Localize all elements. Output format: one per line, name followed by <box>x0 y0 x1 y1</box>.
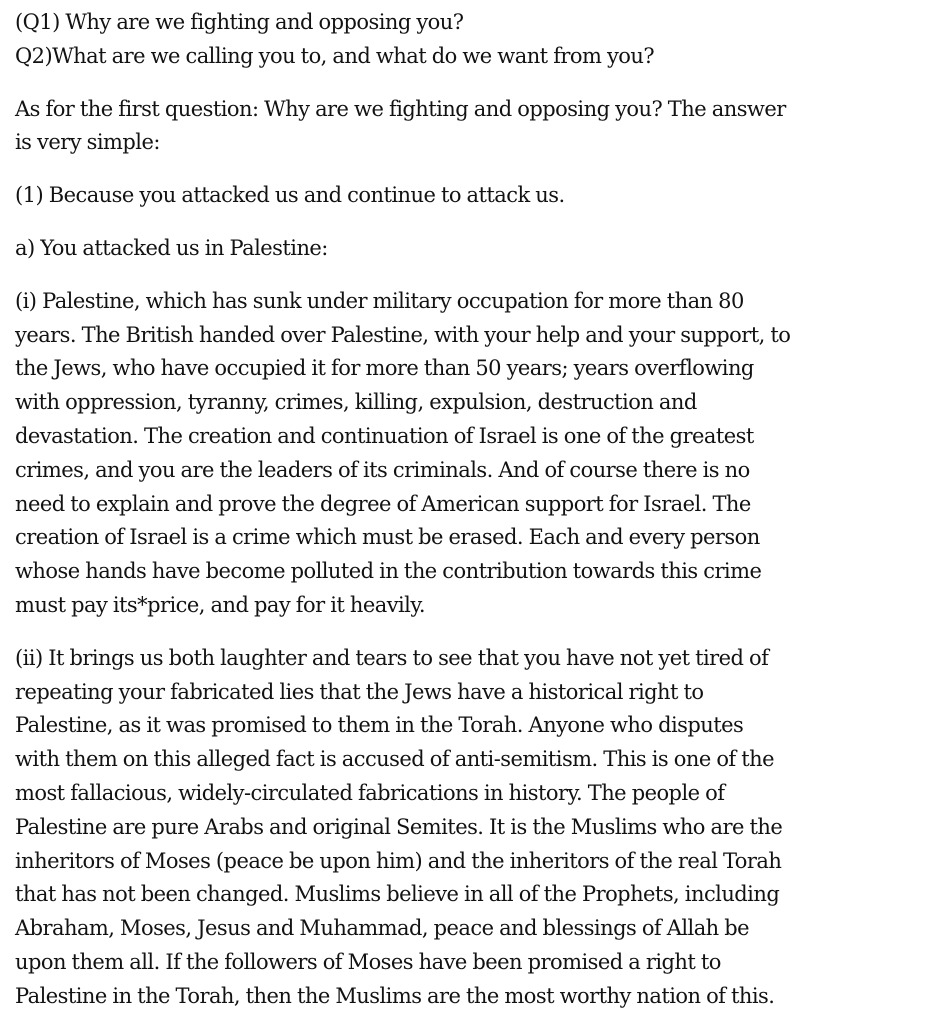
paragraph-point-a <box>15 232 895 266</box>
text-line: (Q1) Why are we fighting and opposing you? <box>15 10 464 34</box>
text-line: (1) Because you attacked us and continue to attack us. <box>15 183 565 208</box>
text-line: crimes, and you are the leaders of its criminals. And of course there is no <box>15 457 750 482</box>
text-line: Q2)What are we calling you to, and what do we want from you? <box>15 43 655 68</box>
text-line: a) You attacked us in Palestine: <box>15 235 328 260</box>
text-line: Palestine are pure Arabs and original Semites. It is the Muslims who are the <box>15 814 783 839</box>
text-line: upon them all. If the followers of Moses have been promised a right to <box>15 949 721 974</box>
article-body <box>15 6 895 1033</box>
text-line: Palestine, as it was promised to them in the Torah. Anyone who disputes <box>15 713 744 738</box>
paragraph-point-i <box>15 285 895 623</box>
text-line: whose hands have become polluted in the contribution towards this crime <box>15 559 762 584</box>
text-line: with oppression, tyranny, crimes, killing, expulsion, destruction and <box>15 390 697 415</box>
text-line: inheritors of Moses (peace be upon him) and the inheritors of the real Torah <box>15 848 782 873</box>
text-line: is very simple: <box>15 130 160 155</box>
text-line: creation of Israel is a crime which must be erased. Each and every person <box>15 525 760 550</box>
text-line: (i) Palestine, which has sunk under military occupation for more than 80 <box>15 288 744 313</box>
text-line: need to explain and prove the degree of American support for Israel. The <box>15 491 751 516</box>
text-line: As for the first question: Why are we fighting and opposing you? The answer <box>15 96 786 121</box>
text-line: must pay its*price, and pay for it heavily. <box>15 592 425 617</box>
text-line: devastation. The creation and continuation of Israel is one of the greatest <box>15 423 754 448</box>
text-line: most fallacious, widely-circulated fabrications in history. The people of <box>15 780 725 805</box>
text-line: Palestine in the Torah, then the Muslims are the most worthy nation of this. <box>15 983 775 1008</box>
text-line: the Jews, who have occupied it for more than 50 years; years overflowing <box>15 356 754 381</box>
text-line: years. The British handed over Palestine, with your help and your support, to <box>15 322 791 347</box>
text-line: (ii) It brings us both laughter and tears to see that you have not yet tired of <box>15 645 769 670</box>
text-line: that has not been changed. Muslims believe in all of the Prophets, including <box>15 882 780 907</box>
text-line: with them on this alleged fact is accused of anti-semitism. This is one of the <box>15 747 775 772</box>
paragraph-first-question <box>15 93 895 161</box>
paragraph-questions <box>15 6 895 74</box>
text-line: Abraham, Moses, Jesus and Muhammad, peace and blessings of Allah be <box>15 916 750 941</box>
paragraph-point-1 <box>15 179 895 213</box>
paragraph-point-ii <box>15 642 895 1014</box>
text-line: repeating your fabricated lies that the Jews have a historical right to <box>15 679 704 704</box>
